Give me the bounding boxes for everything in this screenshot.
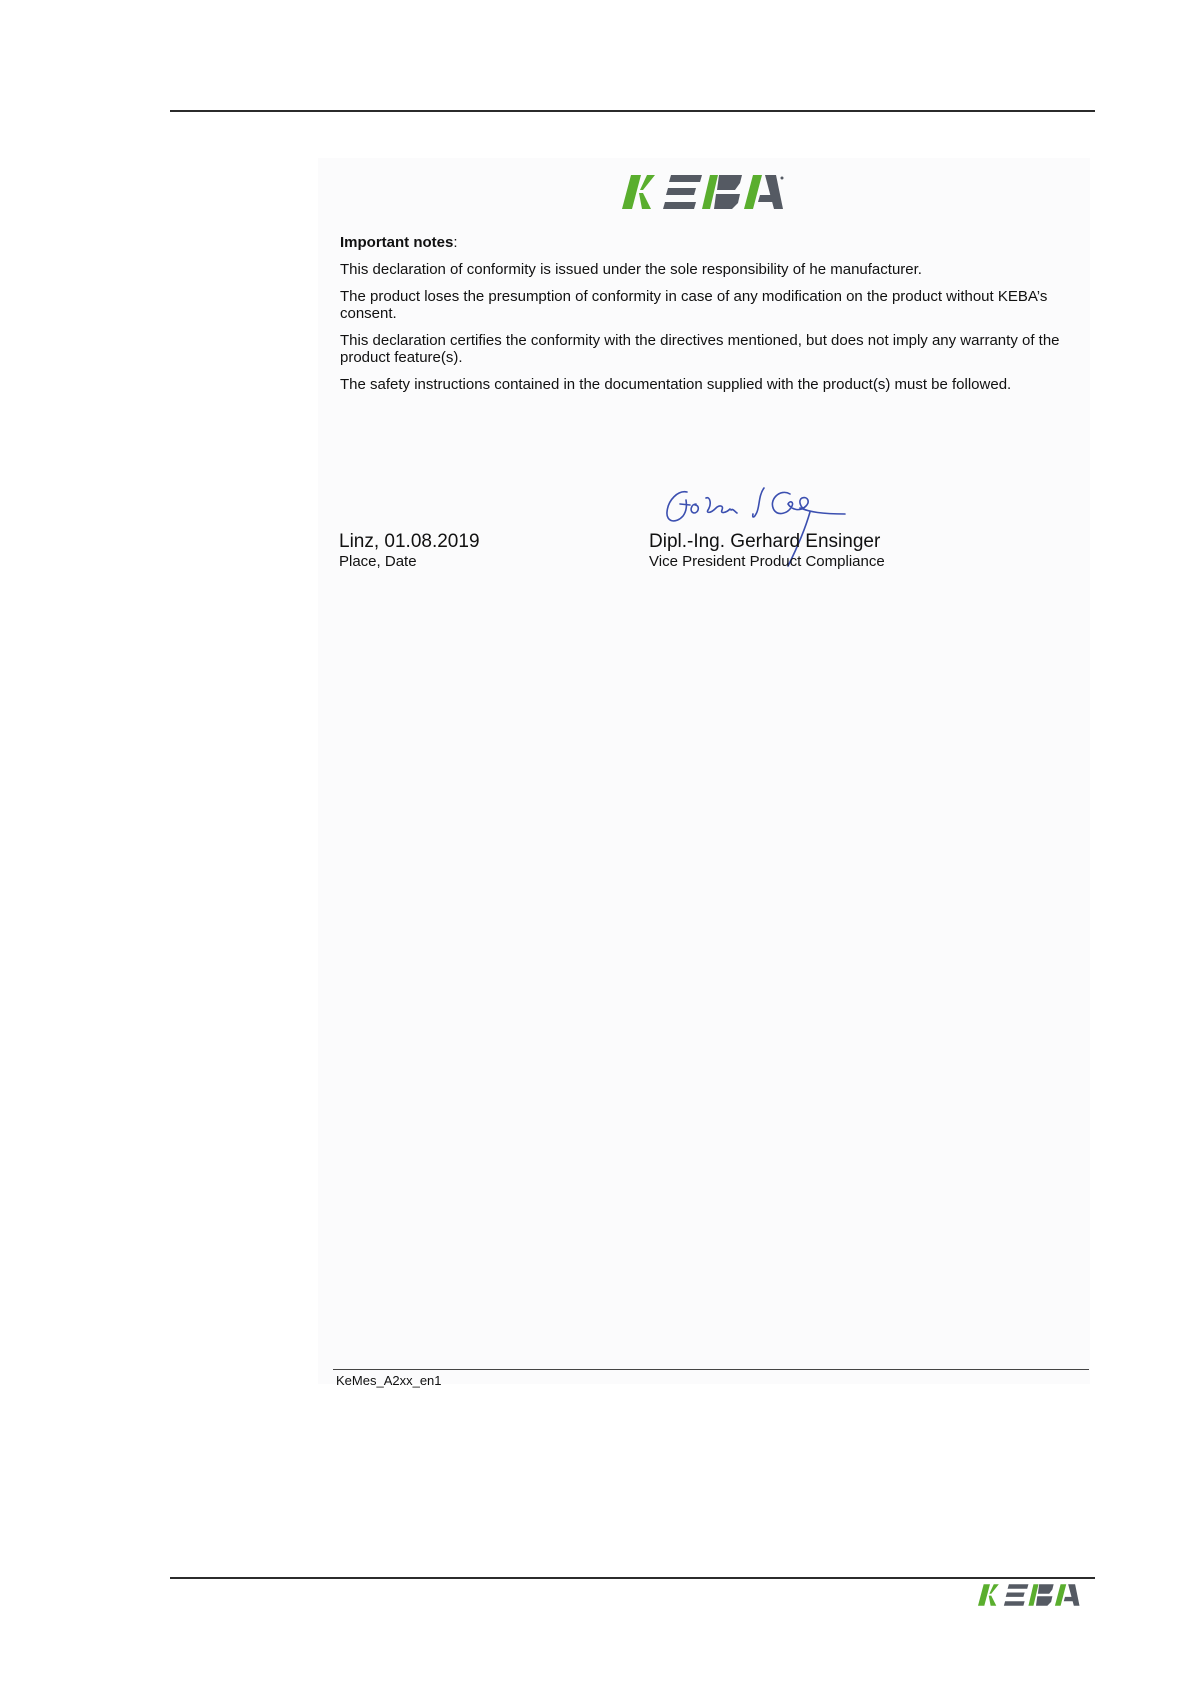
footer-keba-logo <box>978 1583 1094 1607</box>
signer-title: Vice President Product Compliance <box>649 553 885 570</box>
place-date-block <box>339 531 480 571</box>
notes-heading-text: Important notes <box>340 234 454 251</box>
place-date-label: Place, Date <box>339 553 417 570</box>
header-rule <box>170 110 1095 112</box>
document-id: KeMes_A2xx_en1 <box>336 1373 442 1388</box>
signer-name: Dipl.-Ing. Gerhard Ensinger <box>649 531 881 552</box>
keba-logo <box>622 173 806 211</box>
note-paragraph-3: This declaration certifies the conformity with the directives mentioned, but does not imply any warranty of the product feature(s). <box>340 332 1060 366</box>
place-date-value: Linz, 01.08.2019 <box>339 531 480 552</box>
note-paragraph-1: This declaration of conformity is issued under the sole responsibility of he manufacturer. <box>340 261 922 278</box>
footer-rule <box>170 1577 1095 1579</box>
note-paragraph-4: The safety instructions contained in the documentation supplied with the product(s) must be followed. <box>340 376 1012 393</box>
footer-keba-logo-mark <box>978 1584 1080 1605</box>
notes-heading-colon: : <box>453 234 458 251</box>
signer-block <box>649 531 885 571</box>
keba-logo-mark <box>622 175 784 209</box>
document-footer-rule <box>333 1369 1089 1370</box>
note-paragraph-2: The product loses the presumption of conformity in case of any modification on the product without KEBA’s consent. <box>340 288 1048 322</box>
important-notes <box>340 234 1078 403</box>
notes-heading <box>340 234 1078 251</box>
